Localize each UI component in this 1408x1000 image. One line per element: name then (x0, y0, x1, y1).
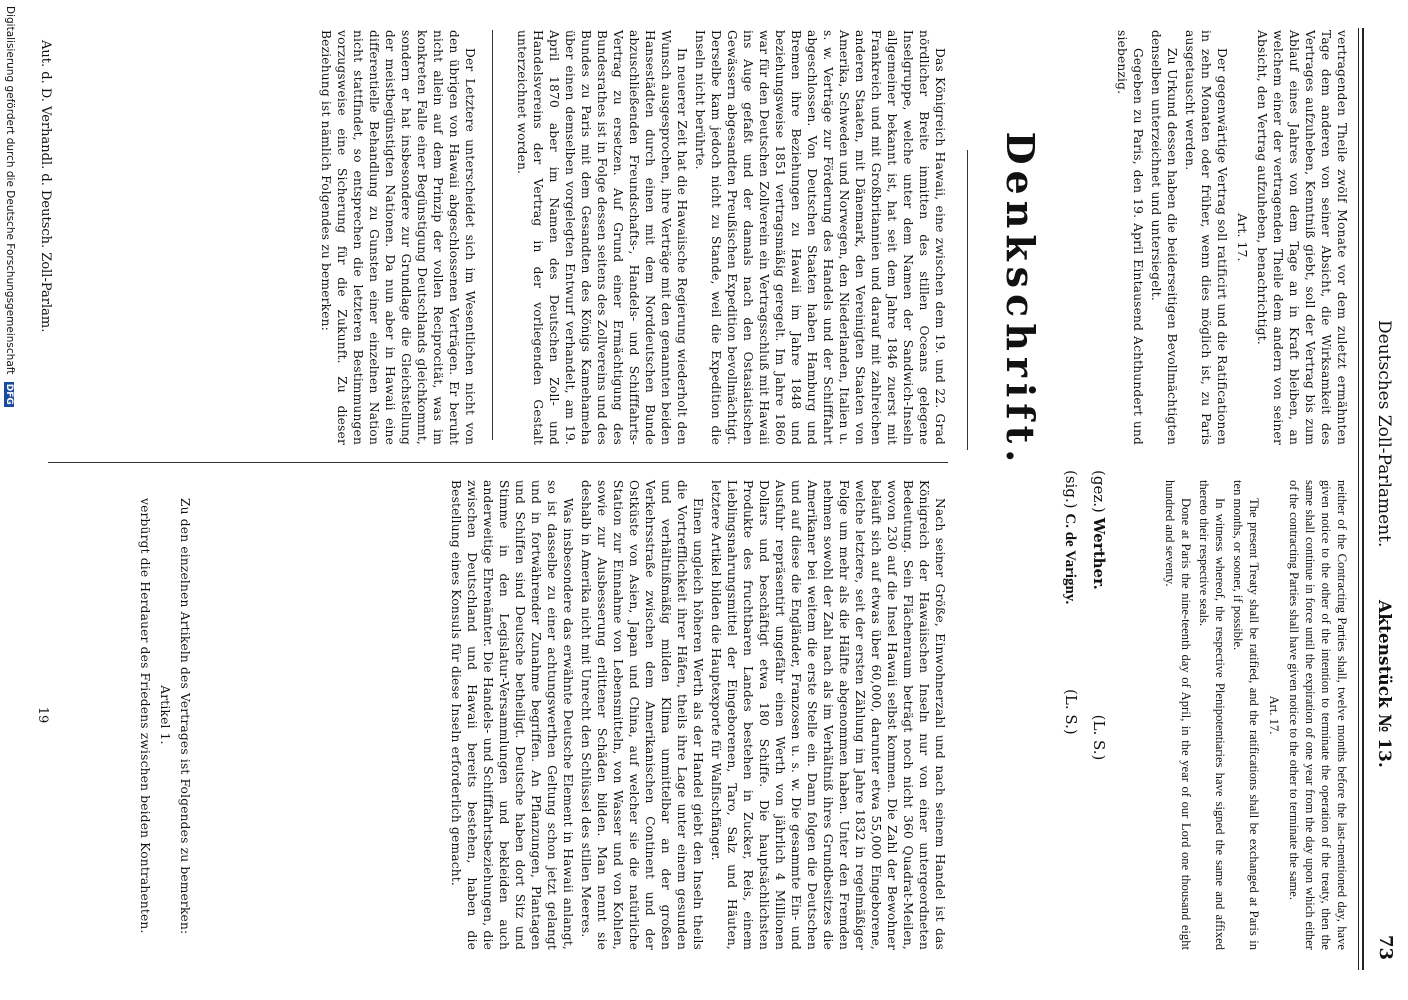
werther-prefix: (gez.) (1090, 470, 1108, 513)
memo-lower-left-foot: Aut. d. D. Verhandl. d. Deutsch. Zoll-Parlam. (38, 40, 53, 333)
memo-lower-left-text: Der Letztere unterscheidet sich im Wesentlichen nicht von den übrigen von Hawaii abgeschlossenen Verträgen. Er beruht nicht allein auf dem Prinzip der vollen Reciprocität, was im konkreten Falle einer Begünstigung Deutschlands gleichkommt, sondern er hat insbesondere zur Grundlage die Gleichstellung der meistbegünstigten Nationen. Da nun aber in Hawaii eine differentielle Behandlung zu Gunsten einer einzelnen Nation nicht stattfindet, so entsprechen die letzteren Bestimmungen vorzugsweise eine Sicherung für die Zukunft. Zu dieser Beziehung ist nämlich Folgendes zu bemerken: (319, 30, 477, 445)
running-title: Deutsches Zoll-Parlament. (1374, 320, 1394, 548)
column-divider (48, 462, 948, 463)
treaty-english-intro: neither of the Contracting Parties shall, twelve months before the last-mentioned day, have given notice to the other of the intention to terminate the operation of the treaty, then the same shall continue in force until the expiration of one year from the day upon which either of the contracting Parties shall have given notice to the other to terminate the same. (1287, 480, 1349, 950)
treaty-english-article-label: Art. 17. (1267, 695, 1281, 735)
header-rule (1362, 28, 1364, 970)
heading-rule (967, 150, 968, 450)
werther-name: Werther. (1090, 517, 1108, 590)
credit-text-wrapper (4, 6, 16, 986)
werther-seal: (L. S.) (1090, 714, 1108, 761)
left-section-rule (492, 30, 493, 440)
varigny-seal: (L. S.) (1062, 689, 1080, 735)
digitization-credit (0, 0, 14, 1000)
treaty-english-done: Done at Paris the nine-teenth day of April, in the year of our Lord one thousand eight hundred and seventy. (1163, 480, 1193, 950)
treaty-german-article-label: Art. 17. (1235, 213, 1249, 262)
memo-lower-left (316, 30, 478, 445)
memo-heading: Denkschrift. (998, 131, 1043, 469)
treaty-english-witness: In witness whereof, the respective Plenipotentiaries have signed the same and affixed thereto their respective seals. (1197, 480, 1227, 950)
page-number: 73 (1375, 934, 1396, 960)
memo-right-paragraph: Nach seiner Größe, Einwohnerzahl und nach seinem Handel ist das Königreich der Hawaiischen Inseln nur von einer untergeordneten Bedeutung. Sein Flächenraum beträgt noch nicht 360 Quadrat-Meilen, wovon 230 auf die Insel Hawaii selbst kommen. Die Zahl der Bewohner beläuft sich auf etwas über 60,000, darunter etwa 55,000 Eingeborene, welche letztere, seit der ersten Zählung im Jahre 1832 in regelmäßiger Folge um mehr als die Hälfte abgenommen haben. Unter den Fremden nehmen sowohl der Zahl nach als im Verhältniß ihres Grundbesitzes die Amerikaner bei weitem die erste Stelle ein. Dann folgen die Deutschen und auf diese die Engländer, Franzosen u. s. w. Die gesammte Ein- und Ausfuhr repräsentirt ungefähr einen Werth von jährlich 4 Millionen Dollars und beschäftigt etwa 180 Schiffe. Die hauptsächlichsten Produkte des fruchtbaren Landes bestehen in Zucker, Reis, einem Lieblingsnahrungsmittel der Eingeborenen, Taro, Salz und Häuten, letztere Artikel bilden die Hauptexporte für Walfischfänger. (709, 480, 947, 950)
memo-right-column (446, 480, 948, 950)
signature-werther (1090, 470, 1108, 760)
memo-left-paragraph: Das Königreich Hawaii, eine zwischen dem 19. und 22. Grad nördlicher Breite inmitten des stillen Oceans gelegene Inselgruppe, welche unter dem Namen der Sandwich-Inseln allgemeiner bekannt ist, hat seit dem Jahre 1846 zuerst mit Frankreich und mit Großbritannien und darauf mit zahlreichen anderen Staaten, mit Dänemark, den Vereinigten Staaten von Amerika, Schweden und Norwegen, den Niederlanden, Italien u. s. w. Verträge zur Förderung des Handels und der Schifffahrt abgeschlossen. Von Deutschen Staaten haben Hamburg und Bremen ihre Beziehungen zu Hawaii im Jahre 1848 und beziehungsweise 1851 vertragsmäßig geregelt. Im Jahre 1860 war für den Deutschen Zollverein ein Vertragsschluß mit Hawaii ins Auge gefaßt und der damals nach den Ostasiatischen Gewässern abgesandten Preußischen Expedition bevollmächtigt. Derselbe kam jedoch nicht zu Stande, weil die Expedition die Inseln nicht berührte. (693, 30, 947, 445)
treaty-german-witness: Zu Urkund dessen haben die beiderseitigen Bevollmächtigten denselben unterzeichnet und untersiegelt. (1149, 30, 1179, 445)
memo-right-paragraph: Einen ungleich höheren Werth als der Handel giebt den Inseln theils die Vortrefflichkeit ihrer Häfen, theils ihre Lage unter einem gesunden und verhältnißmäßig milden Klima unmittelbar an der großen Verkehrsstraße zwischen dem Amerikanischen Continent und der Ostküste von Asien, Japan und China, auf welcher sie die natürliche Station zur Einnahme von Lebensmitteln, von Wasser und von Kohlen, sowie zur Ausbesserung erlittener Schäden bilden. Man nennt sie deshalb in Amerika nicht mit Unrecht den Schlüssel des stillen Meeres. (579, 480, 705, 950)
memo-right-lower (135, 480, 193, 950)
header-rule-thin (1358, 28, 1359, 970)
varigny-prefix: (sig.) (1062, 470, 1080, 509)
treaty-german-column (1112, 30, 1350, 445)
treaty-german-intro: vertragenden Theile zwölf Monate vor dem zuletzt ermähnten Tage dem anderen von seiner Absicht, die Wirksamkeit des Vertrages aufzuheben, Kenntniß giebt, soll der Vertrag bis zum Ablauf eines Jahres von dem Tage an in Kraft bleiben, an welchem einer der vertragenden Theile dem andern von seiner Absicht, den Vertrag aufzuheben, benachrichtigt. (1255, 30, 1349, 445)
page-header (1370, 30, 1398, 970)
memo-right-paragraph: Was insbesondere das erwähnte Deutsche Element in Hawaii anlangt, so ist dasselbe zu einer achtungswerthen Geltung schon jetzt gelangt und in fortwährender Zunahme begriffen. An Pflanzungen, Plantagen und Schiffen sind Deutsche betheiligt. Deutsche haben dort Sitz und Stimme in den Legislatur-Versammlungen und bekleiden auch anderweitige Ehrenämter. Die Handels- und Schifffahrtsbeziehungen, die zwischen Deutschland und Hawaii bereits bestehen, haben die Bestellung eines Konsuls für diese Inseln erforderlich gemacht. (449, 480, 575, 950)
signature-varigny (1061, 470, 1080, 735)
memo-left-column (512, 30, 948, 445)
page-foot-number: 19 (35, 706, 50, 724)
treaty-english-article-text: The present Treaty shall be ratified, and the ratifications shall be exchanged at Paris in ten months, or sooner, if possible. (1231, 480, 1261, 950)
varigny-name: C. de Varigny. (1062, 513, 1078, 605)
article1-text: verbürgt die Herdauer des Friedens zwischen beiden Kontrahenten. (138, 498, 152, 934)
document-reference: Aktenstück № 13. (1374, 600, 1394, 768)
article1-label: Artikel 1. (158, 685, 172, 745)
memo-left-paragraph: In neuerer Zeit hat die Hawaiische Regierung wiederholt den Wunsch ausgesprochen, ihre Verträge mit den genannten beiden Hansestädten durch einen mit dem Norddeutschen Bunde abzuschließenden Freundschafts-, Handels- und Schifffahrts-Vertrag zu ersetzen. Auf Grund einer Ermächtigung des Bundesrathes ist in Folge dessen seitens des Zollvereins und des Bundes zu Paris mit dem Gesandten des Königs Kamehameha über einen demselben vorgelegten Entwurf verhandelt, am 19. April 1870 aber im Namen des Deutschen Zoll- und Handelsvereins der Vertrag in der vorliegenden Gestalt unterzeichnet worden. (515, 30, 689, 445)
dfg-logo-icon: DFG (4, 383, 14, 405)
treaty-german-article-text: Der gegenwärtige Vertrag soll ratificirt und die Ratificationen in zehn Monaten oder früher, wenn dies möglich ist, zu Paris ausgetauscht werden. (1183, 30, 1229, 445)
credit-text: Digitalisierung gefördert durch die Deutsche Forschungsgemeinschaft (4, 6, 16, 375)
treaty-english-column (1160, 480, 1350, 950)
memo-right-lower-text: Zu den einzelnen Artikeln des Vertrages ist Folgendes zu bemerken: (178, 498, 192, 935)
treaty-german-done: Gegeben zu Paris, den 19. April Eintausend Achthundert und siebenzig. (1115, 30, 1145, 445)
